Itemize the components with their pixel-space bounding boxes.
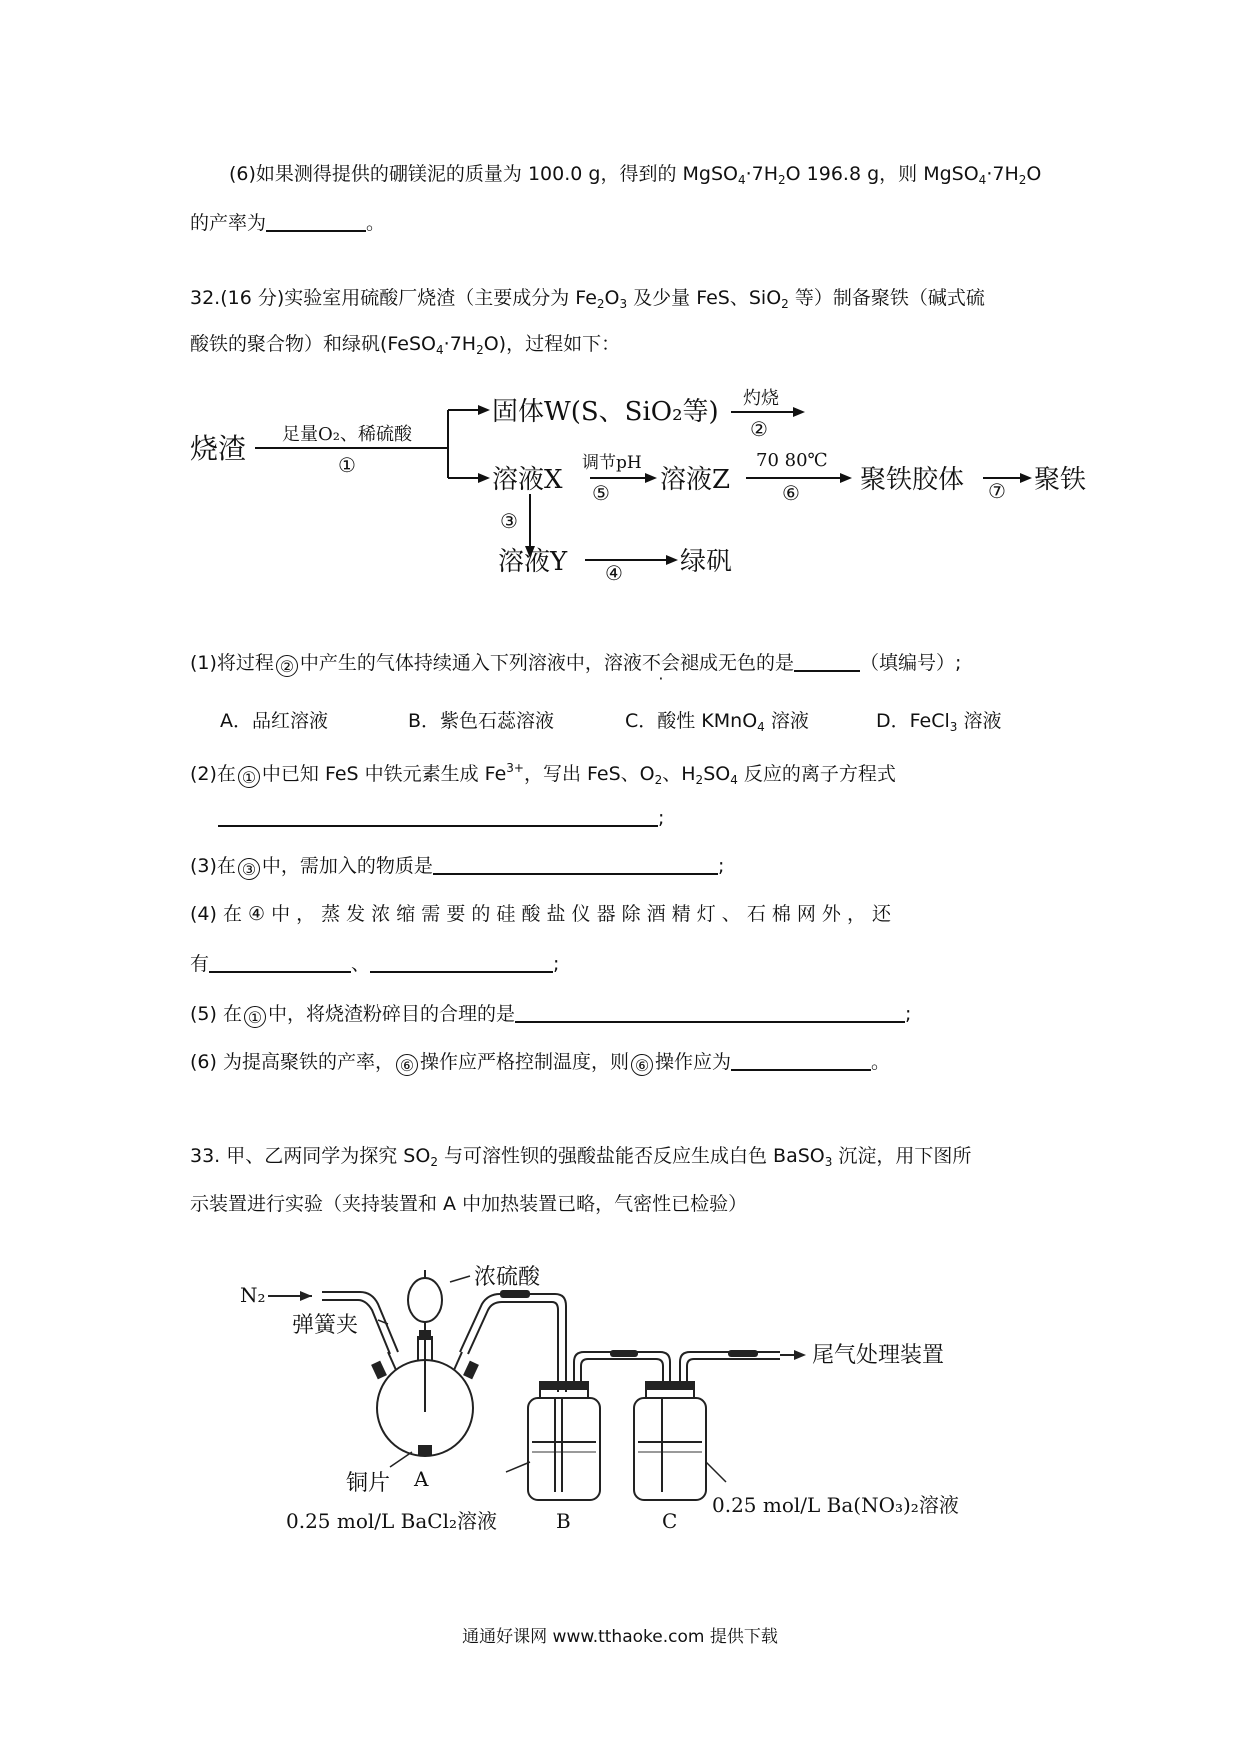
label-bottle-b: B — [556, 1509, 571, 1533]
label-conc-sulfuric-acid: 浓硫酸 — [474, 1265, 541, 1290]
q32-intro-line2: 酸铁的聚合物）和绿矾$(FeSO_4\cdot 7H_2O)$，过程如下： — [190, 333, 621, 357]
flow-solid-w: 固体W(S、SiO₂等) — [492, 397, 719, 427]
flow-product-green-vitriol: 绿矾 — [680, 547, 733, 577]
q33-line2: 示装置进行实验（夹持装置和 A 中加热装置已略，气密性已检验） — [190, 1193, 748, 1215]
apparatus-diagram — [0, 1262, 1240, 1562]
answer-blank[interactable] — [218, 807, 658, 827]
flow-step1-reagent: 足量O₂、稀硫酸 — [282, 424, 412, 445]
option-a: A．品红溶液 — [220, 710, 328, 732]
label-solution-c: 0.25 mol/L Ba(NO₃)₂溶液 — [712, 1493, 959, 1517]
label-spring-clamp: 弹簧夹 — [292, 1313, 359, 1338]
flow-step1-num: ① — [338, 453, 356, 477]
q32-question-2-answer: ; — [218, 805, 664, 831]
q32-question-6: (6) 为提高聚铁的产率， ⑥ 操作应严格控制温度，则 ⑥ 操作应为 。 — [190, 1051, 891, 1075]
flow-solution-y: 溶液Y — [498, 547, 568, 577]
label-flask-a: A — [414, 1467, 429, 1491]
q32-intro-line1: 32.(16 分)实验室用硫酸厂烧渣（主要成分为 $Fe_2O_3$ 及少量 FeS、SiO$_2$ 等）制备聚铁（碱式硫 — [190, 287, 985, 311]
option-b: B．紫色石蕊溶液 — [408, 710, 555, 732]
answer-blank[interactable] — [266, 212, 366, 232]
flow-step5-label: 调节pH — [582, 453, 642, 473]
flow-step5-num: ⑤ — [592, 481, 610, 505]
answer-blank[interactable] — [209, 953, 351, 973]
q31-6-line2: 的产率为 。 — [190, 212, 386, 234]
flow-start: 烧渣 — [190, 432, 247, 465]
label-solution-b: 0.25 mol/L BaCl₂溶液 — [286, 1509, 498, 1533]
flow-step4-num: ④ — [605, 561, 623, 585]
flow-solution-x: 溶液X — [492, 465, 563, 495]
answer-blank[interactable] — [433, 855, 718, 875]
option-c: C．酸性 KMnO$_4$ 溶液 — [625, 710, 809, 734]
label-tail-gas-device: 尾气处理装置 — [812, 1343, 945, 1368]
q32-question-4-line1: (4) 在 ④ 中 ， 蒸 发 浓 缩 需 要 的 硅 酸 盐 仪 器 除 酒 精 灯 、 石 棉 网 外 ， 还 — [190, 903, 892, 925]
flow-step6-num: ⑥ — [782, 481, 800, 505]
answer-blank[interactable] — [370, 953, 553, 973]
flow-step7-num: ⑦ — [988, 479, 1006, 503]
flow-colloid: 聚铁胶体 — [860, 465, 965, 495]
option-d: D．FeCl$_3$ 溶液 — [876, 710, 1002, 734]
flow-step2-label: 灼烧 — [743, 388, 779, 409]
q32-question-2: (2)在 ① 中已知 FeS 中铁元素生成 $Fe^{3+}$，写出 FeS、$O_2$、$H_2SO_4$ 反应的离子方程式 — [190, 761, 896, 787]
flow-step3-num: ③ — [500, 509, 518, 533]
label-bottle-c: C — [662, 1509, 678, 1533]
q31-6-line1: (6)如果测得提供的硼镁泥的质量为 100.0 g，得到的 $MgSO_4\cdot 7H_2O$ 196.8 g，则 $MgSO_4\cdot 7H_2O$ — [229, 163, 1042, 187]
label-n2: N₂ — [240, 1283, 266, 1307]
q33-line1: 33. 甲、乙两同学为探究 $SO_2$ 与可溶性钡的强酸盐能否反应生成白色 BaSO$_3$ 沉淀，用下图所 — [190, 1145, 972, 1169]
q32-question-3: (3)在 ③ 中，需加入的物质是 ; — [190, 855, 725, 879]
flow-step6-label: 70 80℃ — [756, 450, 828, 471]
process-flow-diagram — [0, 380, 1240, 600]
label-copper-sheet: 铜片 — [346, 1471, 391, 1496]
q32-question-5: (5) 在 ① 中，将烧渣粉碎目的合理的是 ; — [190, 1003, 912, 1027]
q32-question-4-line2: 有 、 ; — [190, 953, 560, 975]
page-footer: 通通好课网 www.tthaoke.com 提供下载 — [462, 1627, 778, 1647]
answer-blank[interactable] — [794, 652, 860, 672]
answer-blank[interactable] — [515, 1003, 905, 1023]
flow-product-polyiron: 聚铁 — [1034, 465, 1087, 495]
answer-blank[interactable] — [731, 1051, 871, 1071]
flow-solution-z: 溶液Z — [660, 465, 731, 495]
flow-step2-num: ② — [750, 417, 768, 441]
q32-question-1: (1)将过程 ② 中产生的气体持续通入下列溶液中，溶液不会褪成无色的是 （填编号）; — [190, 652, 962, 676]
